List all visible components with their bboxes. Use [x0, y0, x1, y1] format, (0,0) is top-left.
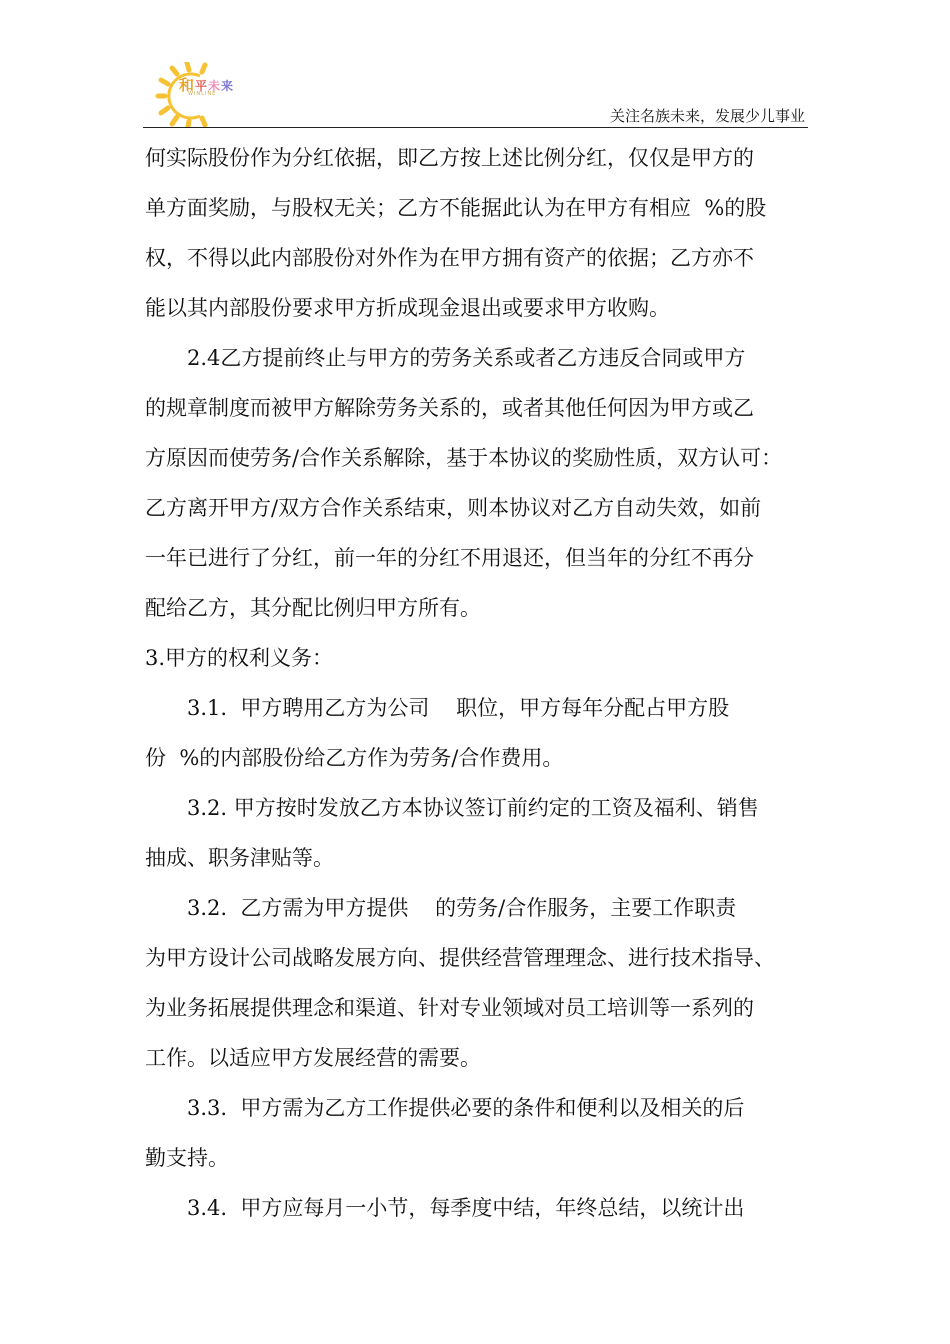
logo-subtitle: WINLINE: [188, 91, 217, 97]
body-line: 3.2. 甲方按时发放乙方本协议签订前约定的工资及福利、销售: [187, 796, 759, 820]
body-line: 方原因而使劳务/合作关系解除，基于本协议的奖励性质，双方认可：: [145, 446, 783, 470]
header-divider: [143, 127, 808, 128]
body-line: 为甲方设计公司战略发展方向、提供经营管理理念、进行技术指导、: [145, 946, 775, 970]
body-line: 2.4乙方提前终止与甲方的劳务关系或者乙方违反合同或甲方: [187, 346, 746, 370]
logo-char-4: 来: [221, 79, 235, 93]
body-line: 一年已进行了分红，前一年的分红不用退还，但当年的分红不再分: [145, 546, 754, 570]
body-line: 乙方离开甲方/双方合作关系结束，则本协议对乙方自动失效，如前: [145, 496, 762, 520]
body-line: 份 %的内部股份给乙方作为劳务/合作费用。: [145, 746, 564, 770]
body-line: 3.1. 甲方聘用乙方为公司 职位，甲方每年分配占甲方股: [187, 696, 730, 720]
body-line: 何实际股份作为分红依据，即乙方按上述比例分红，仅仅是甲方的: [145, 146, 754, 170]
body-line: 权，不得以此内部股份对外作为在甲方拥有资产的依据；乙方亦不: [145, 246, 754, 270]
body-line: 工作。以适应甲方发展经营的需要。: [145, 1046, 481, 1070]
header-slogan: 关注名族未来，发展少儿事业: [609, 107, 805, 125]
body-line: 能以其内部股份要求甲方折成现金退出或要求甲方收购。: [145, 296, 670, 320]
logo-char-2: 平: [195, 79, 209, 93]
body-line: 勤支持。: [145, 1146, 229, 1170]
section-heading: 3.甲方的权利义务：: [145, 646, 334, 670]
body-line: 的规章制度而被甲方解除劳务关系的，或者其他任何因为甲方或乙: [145, 396, 754, 420]
company-logo: [155, 62, 265, 128]
body-line: 配给乙方，其分配比例归甲方所有。: [145, 596, 481, 620]
body-line: 单方面奖励，与股权无关；乙方不能据此认为在甲方有相应 %的股: [145, 196, 767, 220]
body-line: 3.2. 乙方需为甲方提供 的劳务/合作服务，主要工作职责: [187, 896, 737, 920]
body-line: 3.4. 甲方应每月一小节，每季度中结，年终总结，以统计出: [187, 1196, 745, 1220]
body-line: 抽成、职务津贴等。: [145, 846, 334, 870]
body-line: 3.3. 甲方需为乙方工作提供必要的条件和便利以及相关的后: [187, 1096, 745, 1120]
logo-char-3: 未: [208, 79, 222, 93]
logo-char-1: 和: [179, 76, 196, 94]
body-line: 为业务拓展提供理念和渠道、针对专业领域对员工培训等一系列的: [145, 996, 754, 1020]
